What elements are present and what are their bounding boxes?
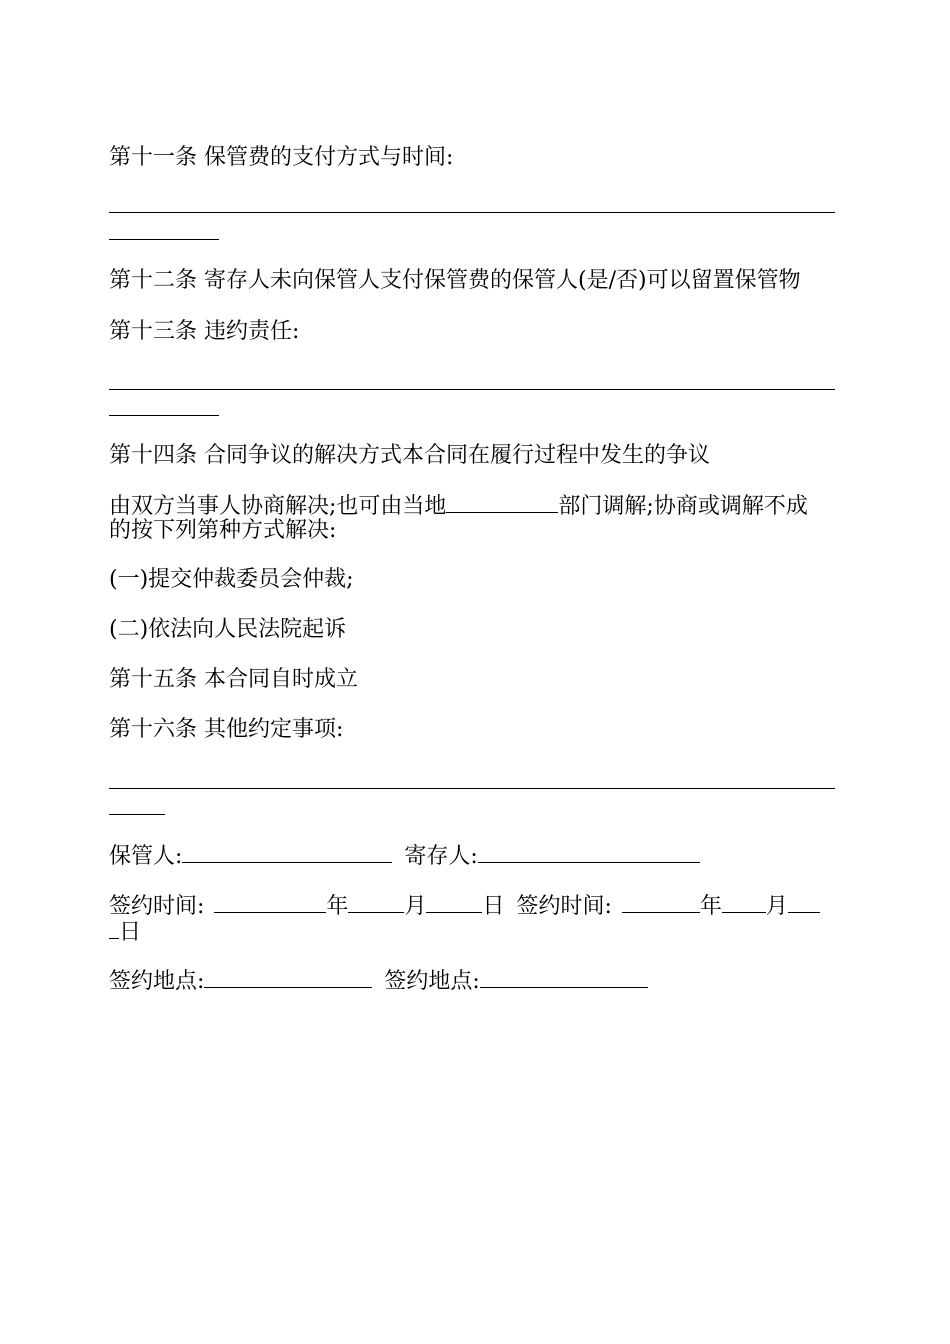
fill-line [109, 239, 219, 240]
article-14: 第十四条 合同争议的解决方式本合同在履行过程中发生的争议 [109, 443, 710, 468]
dispute-line-2: 的按下列第种方式解决: [109, 518, 337, 543]
article-12: 第十二条 寄存人未向保管人支付保管费的保管人(是/否)可以留置保管物 [109, 268, 801, 293]
day-blank-2a[interactable] [788, 892, 820, 913]
date-row-wrap [109, 918, 141, 946]
custodian-blank[interactable] [182, 842, 392, 863]
day-label-2: 日 [119, 920, 142, 945]
year-label-1: 年 [326, 894, 349, 919]
place-blank-2[interactable] [480, 967, 648, 988]
day-blank-2b[interactable] [109, 918, 119, 939]
option-2: (二)依法向人民法院起诉 [109, 617, 347, 642]
date-label-1: 签约时间: [109, 894, 205, 919]
month-label-1: 月 [404, 894, 427, 919]
place-row [109, 967, 648, 995]
month-blank-2[interactable] [722, 892, 766, 913]
year-blank-1[interactable] [214, 892, 326, 913]
article-11: 第十一条 保管费的支付方式与时间: [109, 145, 454, 170]
depositor-blank[interactable] [478, 842, 700, 863]
year-label-2: 年 [699, 894, 722, 919]
place-label-2: 签约地点: [384, 969, 480, 994]
place-label-1: 签约地点: [109, 969, 205, 994]
article-15: 第十五条 本合同自时成立 [109, 667, 358, 692]
day-label-1: 日 [482, 894, 505, 919]
fill-line [109, 788, 835, 789]
date-label-2: 签约时间: [516, 894, 612, 919]
month-label-2: 月 [765, 894, 788, 919]
article-16: 第十六条 其他约定事项: [109, 717, 344, 742]
month-blank-1[interactable] [348, 892, 404, 913]
fill-line [109, 814, 165, 815]
date-row [109, 892, 820, 920]
fill-line [109, 415, 219, 416]
article-13: 第十三条 违约责任: [109, 319, 300, 344]
place-blank-1[interactable] [204, 967, 372, 988]
year-blank-2[interactable] [622, 892, 700, 913]
dispute-line-1 [109, 492, 808, 520]
dispute-text-b: 部门调解;协商或调解不成 [558, 494, 808, 519]
fill-line [109, 212, 835, 213]
signature-row [109, 842, 700, 870]
depositor-label: 寄存人: [404, 844, 478, 869]
blank-department[interactable] [446, 492, 558, 513]
dispute-text-a: 由双方当事人协商解决;也可由当地 [109, 494, 447, 519]
custodian-label: 保管人: [109, 844, 183, 869]
day-blank-1[interactable] [426, 892, 482, 913]
option-1: (一)提交仲裁委员会仲裁; [109, 567, 354, 592]
fill-line [109, 389, 835, 390]
